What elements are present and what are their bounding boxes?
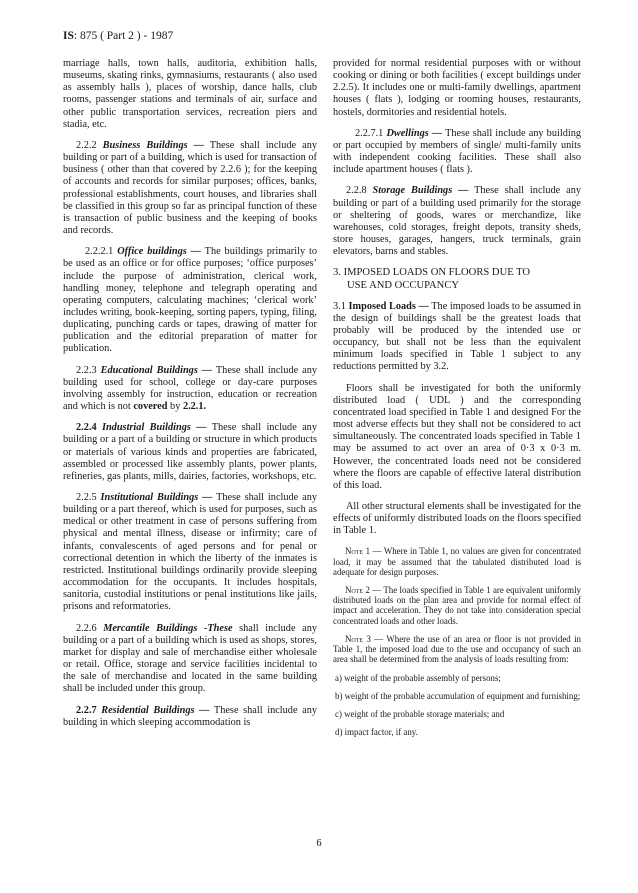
clause-number: 2.2.3 <box>76 364 97 376</box>
clause-3-1 <box>333 301 581 374</box>
clause-text: These shall include any building or a part of a building or structure in which products or materials of various kinds and properties are fabricated, assembled or processed like assembly plants, power plants, refineries, gas plants, mills, dairies, factories, workshops, etc. <box>63 422 317 482</box>
clause-title: Imposed Loads — <box>348 300 429 312</box>
list-item: d) impact factor, if any. <box>335 727 418 738</box>
clause-title: Residential Buildings — <box>101 704 210 716</box>
clause-text: These shall include any building or part occupied by members of single/ multi-family units with independent cooking facilities. These shall also include apartment houses ( flats ). <box>333 127 582 176</box>
paragraph-structural-elements: All other structural elements shall be investigated for the effects of uniformly distributed loads on the floors specified in Table 1. <box>333 501 581 537</box>
page-number: 6 <box>316 838 322 849</box>
list-item: a) weight of the probable assembly of persons; <box>335 672 501 683</box>
paragraph-assembly-continued: marriage halls, town halls, auditoria, exhibition halls, museums, skating rinks, gymnasiums, restaurants ( also used as assembly halls ), places of worship, dance halls, club rooms, passenger stations and terminals of air, surface and other public transportation services, recreation piers and stadia, etc. <box>63 58 317 130</box>
running-header <box>63 30 173 42</box>
clause-text: These shall include any building used for school, college or day-care purposes involving assembly for instruction, education or recreation and which is not <box>63 364 317 413</box>
clause-title: Industrial Buildings — <box>101 422 207 434</box>
clause-2-2-5 <box>63 492 317 614</box>
paragraph-floors-investigation: Floors shall be investigated for both the uniformly distributed load ( UDL ) and the corresponding concentrated load specified in Table 1 and designed For the most adverse effects but they shall not be considered to act simultaneously. The concentrated loads specified in Table 1 may be assumed to act over an area of 0·3 x 0·3 m. However, the concentrated loads need not be considered where the floors are capable of effective lateral distribution of this load. <box>333 382 581 491</box>
clause-title: Educational Buildings — <box>100 364 213 376</box>
list-item: b) weight of the probable accumulation of equipment and furnishing; <box>335 690 581 701</box>
note-text: 3 — Where the use of an area or floor is not provided in Table 1, the imposed load due to the use and occupancy of such an area shall be determined from the analysis of loads resulting from: <box>333 633 581 665</box>
section-heading-3 <box>333 267 581 291</box>
clause-number: 2.2.8 <box>346 185 367 197</box>
clause-title: Office buildings — <box>117 246 201 258</box>
clause-2-2-7-1 <box>333 128 581 177</box>
clause-text: These shall include any building or a part thereof, which is used for purposes, such as medical or other treatment in case of persons suffering from physical and mental illness, disease or infirmity; care of infants, convalescents of aged persons and for penal or correctional detention in which the liberty of the inmates is restricted. Institutional buildings ordinarily provide sleeping accommodation for the occupants. It includes hospitals, sanitoria, custodial institutions or penal institutions like jails, prisons and reformatories. <box>63 492 317 613</box>
left-column <box>63 58 317 738</box>
clause-number: 3.1 <box>333 300 346 312</box>
note-1 <box>333 546 581 577</box>
note-label: Note <box>345 633 364 644</box>
clause-2-2-3 <box>63 365 317 414</box>
clause-title: Dwellings — <box>386 127 443 139</box>
clause-text-by: by <box>167 401 183 413</box>
clause-text: These shall include any building or part of a building, which is used for transaction of business ( other than that covered by 2.2.6 ); for the keeping of accounts and records for similar purposes; offices, banks, professional establishments, court houses, and libraries shall be classified in this group so far as principal function of these is transaction of public business and the keeping of books and records. <box>63 139 317 237</box>
note-2 <box>333 585 581 626</box>
clause-number: 2.2.2.1 <box>85 246 114 258</box>
clause-number: 2.2.5 <box>76 492 97 503</box>
note-label: Note <box>345 546 364 557</box>
section-heading-line-2: USE AND OCCUPANCY <box>347 279 460 291</box>
list-item: c) weight of the probable storage materials; and <box>335 708 505 719</box>
document-reference: : 875 ( Part 2 ) - 1987 <box>73 30 174 42</box>
clause-title: Storage Buildings — <box>372 185 469 197</box>
note-label: Note <box>345 585 364 596</box>
clause-number: 2.2.4 <box>76 422 97 434</box>
clause-title: Institutional Buildings — <box>100 492 213 503</box>
clause-number: 2.2.6 <box>76 622 97 634</box>
clause-text: The imposed loads to be assumed in the design of buildings shall be the greatest loads that probably will be produced by the intended use or occupancy, but shall not be less than the equivalent minimum loads specified in Table 1 subject to any reductions permitted by 3.2. <box>333 300 582 373</box>
clause-number: 2.2.7 <box>76 704 97 716</box>
clause-text: These shall include any building in which sleeping accommodation is <box>63 704 318 728</box>
clause-reference: 2.2.1. <box>182 401 207 413</box>
clause-title: Mercantile Buildings -These <box>103 622 233 634</box>
clause-number: 2.2.7.1 <box>355 127 384 139</box>
section-heading-line-1: 3. IMPOSED LOADS ON FLOORS DUE TO <box>333 267 531 279</box>
clause-text: The buildings primarily to be used as an office or for office purposes; ‘office purposes’ include the purpose of administration, clerical work, handling money, telephone and telegraph operating and operating computers, calculating machines; ‘clerical work’ includes writing, book-keeping, sorting papers, typing, filing, duplicating, punching cards or tapes, drawing of matter for publication and the editorial preparation of matter for publication. <box>63 246 318 355</box>
clause-text: These shall include any building or part of a building used primarily for the storage or sheltering of goods, wares or merchandize, like warehouses, cold storages, freight depots, transity sheds, store houses, garages, hangers, truck terminals, grain elevators, barns and stables. <box>333 185 582 258</box>
clause-2-2-2 <box>63 140 317 237</box>
note-text: 2 — The loads specified in Table 1 are equivalent uniformly distributed loads on the plan area and provide for normal effect of impact and acceleration. They do not take into consideration special concentrated loads and other loads. <box>333 585 581 626</box>
note-text: 1 — Where in Table 1, no values are given for concentrated load, it may be assumed that the tabulated distributed load is adequate for design purposes. <box>333 546 581 577</box>
clause-number: 2.2.2 <box>76 139 97 151</box>
note-3 <box>333 634 581 665</box>
clause-2-2-6 <box>63 623 317 696</box>
clause-text: shall include any building or a part of a building which is used as shops, stores, market for display and sale of merchandise either wholesale or retail. Office, storage and service facilities incidental to the sale of merchandise and located in the same building shall be included under this group. <box>63 622 317 695</box>
clause-2-2-2-1 <box>63 246 317 355</box>
clause-emphasis: covered <box>133 401 168 413</box>
load-analysis-list <box>333 673 581 738</box>
clause-title: Business Buildings — <box>102 139 204 151</box>
standard-label: IS <box>63 30 74 42</box>
clause-2-2-4 <box>63 422 317 483</box>
clause-2-2-8 <box>333 185 581 258</box>
paragraph-residential-continued: provided for normal residential purposes with or without cooking or dining or both facilities ( except buildings under 2.2.5). It includes one or multi-family dwellings, apartment houses ( flats ), lodging or rooming houses, restaurants, hostels, dormitories and residential hotels. <box>333 58 581 118</box>
right-column <box>333 58 581 745</box>
clause-2-2-7 <box>63 705 317 729</box>
